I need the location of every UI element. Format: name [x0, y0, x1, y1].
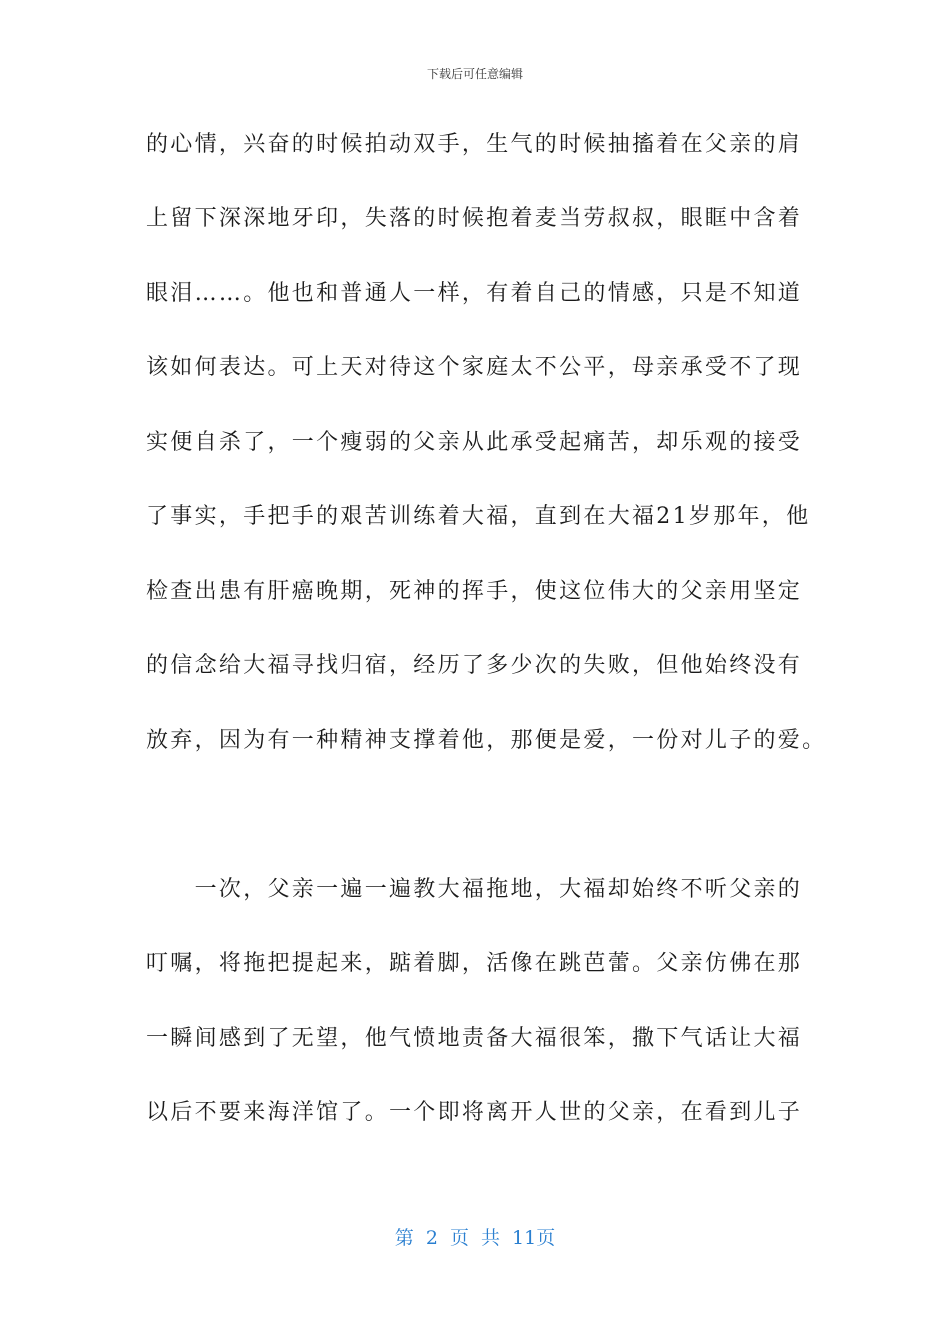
text-line: 一次，父亲一遍一遍教大福拖地，大福却始终不听父亲的: [146, 877, 803, 902]
text-line: 以后不要来海洋馆了。一个即将离开人世的父亲，在看到儿子: [146, 1100, 803, 1125]
text-line: 上留下深深地牙印，失落的时候抱着麦当劳叔叔，眼眶中含着: [146, 206, 803, 231]
text-line: 了事实，手把手的艰苦训练着大福，直到在大福21岁那年，他: [146, 504, 811, 529]
text-line: 实便自杀了，一个瘦弱的父亲从此承受起痛苦，却乐观的接受: [146, 430, 803, 455]
text-line: 叮嘱，将拖把提起来，踮着脚，活像在跳芭蕾。父亲仿佛在那: [146, 951, 803, 976]
text-line: 一瞬间感到了无望，他气愤地责备大福很笨，撒下气话让大福: [146, 1026, 803, 1051]
text-line: 该如何表达。可上天对待这个家庭太不公平，母亲承受不了现: [146, 355, 803, 380]
text-line: 检查出患有肝癌晚期，死神的挥手，使这位伟大的父亲用坚定: [146, 579, 803, 604]
page-header: 下载后可任意编辑: [426, 67, 523, 81]
page-number: 第 2 页 共 11页: [394, 1227, 556, 1249]
text-line: 眼泪……。他也和普通人一样，有着自己的情感，只是不知道: [146, 281, 803, 306]
text-line: 放弃，因为有一种精神支撑着他，那便是爱，一份对儿子的爱。: [146, 728, 827, 753]
text-line: 的心情，兴奋的时候拍动双手，生气的时候抽搐着在父亲的肩: [146, 132, 803, 157]
text-line: 的信念给大福寻找归宿，经历了多少次的失败，但他始终没有: [146, 653, 803, 678]
